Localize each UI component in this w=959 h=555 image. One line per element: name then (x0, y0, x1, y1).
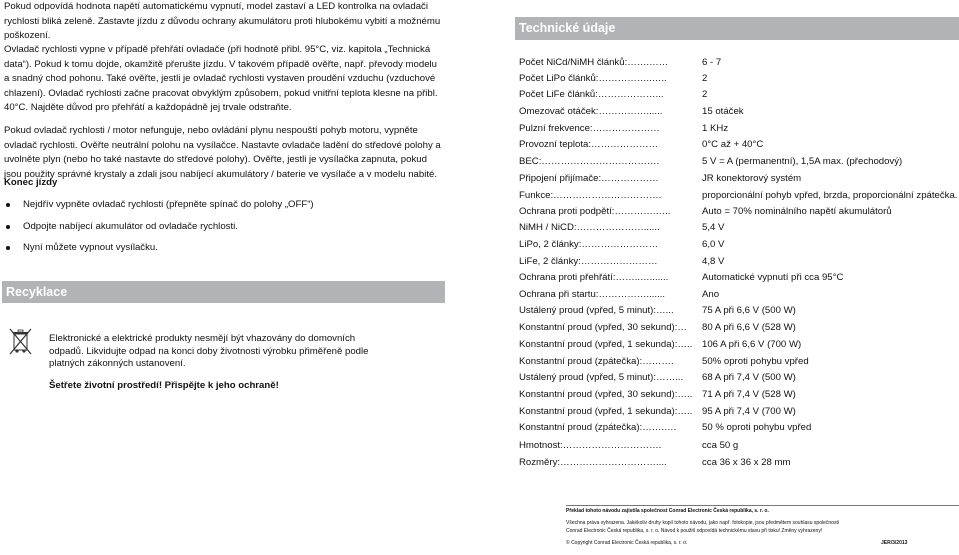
spec-label: Omezovač otáček:……………...... (519, 106, 663, 117)
spec-row (519, 206, 959, 222)
spec-value: 5 V = A (permanentní), 1,5A max. (přechodový) (702, 156, 903, 167)
bullet-text: Odpojte nabíjecí akumulátor od ovladače rychlosti. (23, 221, 238, 232)
spec-row (519, 406, 959, 422)
footer-tech-note: Conrad Electronic Česká republika, s. r. o. Návod k použití odpovídá technickému stavu při tisku! Změny vyhrazeny! (566, 528, 823, 534)
crossed-out-bin-icon (8, 326, 34, 356)
spec-label: Konstantní proud (vpřed, 1 sekunda):….. (519, 339, 693, 350)
spec-label: Rozměry:………………………….... (519, 457, 667, 468)
spec-label: LiPo, 2 články:…………………… (519, 239, 659, 250)
spec-row (519, 339, 959, 355)
spec-label: Počet NiCd/NiMH článků:…….…… (519, 57, 669, 68)
spec-value: cca 50 g (702, 440, 739, 451)
end-of-drive-heading: Konec jízdy (4, 177, 58, 188)
spec-value: 6 - 7 (702, 57, 722, 68)
spec-label: Konstantní proud (vpřed, 30 sekund):… (519, 322, 687, 333)
spec-row (519, 57, 959, 73)
footer-translation-note: Překlad tohoto návodu zajistila společnost Conrad Electronic Česká republika, s. r. o. (566, 508, 769, 514)
spec-label: Ochrana proti přehřátí:……..…....... (519, 272, 669, 283)
spec-value: 5,4 V (702, 222, 725, 233)
spec-row (519, 73, 959, 89)
spec-label: Konstantní proud (vpřed, 30 sekund):….. (519, 389, 693, 400)
spec-value: Automatické vypnutí při cca 95°C (702, 272, 844, 283)
bullet-dot-icon (6, 225, 10, 229)
troubleshooting-paragraph: Pokud ovladač rychlosti / motor nefunguje, nebo ovládání plynu nespouští pohyb motoru, vypněte ovladač rychlosti. Ověřte neutrální polohu na vysílačce. Nastavte ovladače ladění do středové polohy a uvolněte plyn (nebo ho také nastavte do středové polohy). Ověřte, jestli je vysílačka zapnuta, pokud jsou použity správné krystaly a zdali jsou nabíjecí akumulátory / baterie ve vysílače a v modelu nabité. (4, 125, 441, 180)
spec-label: Ochrana při startu:……………....... (519, 289, 666, 300)
spec-value: 2 (702, 73, 708, 84)
spec-row (519, 256, 959, 272)
bullet-dot-icon (6, 246, 10, 250)
recycling-slogan: Šetřete životní prostředí! Přispějte k jeho ochraně! (49, 380, 279, 391)
spec-row (519, 190, 959, 206)
spec-row (519, 272, 959, 288)
spec-value: 71 A při 7,4 V (528 W) (702, 389, 796, 400)
spec-value: 68 A při 7,4 V (500 W) (702, 372, 796, 383)
spec-label: Ustálený proud (vpřed, 5 minut):…... (519, 305, 674, 316)
spec-label: Konstantní proud (zpátečka):…….…. (519, 422, 677, 433)
spec-label: Ochrana proti podpětí:………….….. (519, 206, 671, 217)
spec-row (519, 305, 959, 321)
spec-row (519, 156, 959, 172)
spec-row (519, 356, 959, 372)
translation-footer (566, 505, 959, 552)
spec-row (519, 440, 959, 456)
spec-value: 6,0 V (702, 239, 725, 250)
spec-value: JR konektorový systém (702, 173, 802, 184)
recycling-heading: Recyklace (2, 281, 445, 303)
spec-label: Hmotnost:…………………………. (519, 440, 662, 451)
spec-value: 95 A při 7,4 V (700 W) (702, 406, 796, 417)
spec-value: 80 A při 6,6 V (528 W) (702, 322, 796, 333)
spec-value: 0°C až + 40°C (702, 139, 764, 150)
spec-value: 15 otáček (702, 106, 744, 117)
spec-label: Konstantní proud (zpátečka):………. (519, 356, 674, 367)
spec-label: Ustálený proud (vpřed, 5 minut):……... (519, 372, 684, 383)
spec-value: 50% oproti pohybu vpřed (702, 356, 809, 367)
recycling-text: Elektronické a elektrické produkty nesmějí být vhazovány do domovních odpadů. Likvidujte odpad na konci doby životnosti výrobku přiměřeně podle platných zákonných ustanovení. (49, 333, 369, 369)
footer-doc-code: JER/3/2013 (881, 540, 908, 546)
bullet-dot-icon (6, 203, 10, 207)
spec-value: 1 KHz (702, 123, 729, 134)
spec-value: Auto = 70% nominálního napětí akumulátorů (702, 206, 892, 217)
spec-label: Provozní teplota:………………… (519, 139, 659, 150)
spec-label: Funkce:……………………………. (519, 190, 662, 201)
bullet-text: Nejdřív vypněte ovladač rychlosti (přepněte spínač do polohy „OFF“) (23, 199, 314, 210)
spec-value: Ano (702, 289, 720, 300)
overheat-paragraph: Ovladač rychlosti vypne v případě přehřátí ovladače (při hodnotě přibl. 95°C, viz. kapitola „Technická data“). Pokud k tomu dojde, okamžitě přerušte jízdu. V takovém případě ověřte, např. převody modelu a snadný chod pohonu. Také ověřte, jestli je ovladač rychlosti vystaven proudění vzduchu (vzduchové chlazení). Ovladač rychlosti začne pracovat obvyklým způsobem, pokud vnitřní teplota klesne na přibl. 40°C. Najděte důvod pro přehřátí a každopádně jej trvale odstraňte. (4, 44, 438, 114)
spec-row (519, 89, 959, 105)
spec-label: Počet LiPo článků:……………..….. (519, 73, 667, 84)
spec-row (519, 222, 959, 238)
bullet-text: Nyní můžete vypnout vysílačku. (23, 242, 158, 253)
spec-row (519, 422, 959, 438)
spec-label: Pulzní frekvence:………………… (519, 123, 660, 134)
spec-row (519, 372, 959, 388)
spec-row (519, 239, 959, 255)
spec-value: proporcionální pohyb vpřed, brzda, proporcionální zpátečka. (702, 190, 958, 201)
spec-value: 4,8 V (702, 256, 725, 267)
spec-value: 50 % oproti pohybu vpřed (702, 422, 812, 433)
spec-label: LiFe, 2 články:…………………… (519, 256, 658, 267)
technical-data-heading: Technické údaje (515, 17, 959, 40)
spec-label: NiMH / NiCD:…………………...... (519, 222, 660, 233)
spec-row (519, 389, 959, 405)
spec-value: 75 A při 6,6 V (500 W) (702, 305, 796, 316)
spec-label: Konstantní proud (vpřed, 1 sekunda):….. (519, 406, 693, 417)
auto-cutoff-paragraph: Pokud odpovídá hodnota napětí automatickému vypnutí, model zastaví a LED kontrolka na ovladači rychlosti bliká zeleně. Zastavte jízdu z důvodu ochrany akumulátoru proti hlubokému vybití a možnému poškození. (4, 1, 441, 42)
spec-value: 2 (702, 89, 708, 100)
spec-row (519, 322, 959, 338)
spec-value: cca 36 x 36 x 28 mm (702, 457, 791, 468)
spec-row (519, 457, 959, 473)
footer-copyright: © Copyright Conrad Electronic Česká republika, s. r. o. (566, 540, 688, 546)
spec-label: Počet LiFe článků:………………... (519, 89, 664, 100)
footer-rights-note: Všechna práva vyhrazena. Jakékoliv druhy kopií tohoto návodu, jako např. fotokopie, jsou předmětem souhlasu společnosti (566, 520, 839, 526)
spec-label: Připojení přijímače:……………… (519, 173, 659, 184)
spec-row (519, 139, 959, 155)
spec-row (519, 123, 959, 139)
spec-label: BEC:………………………………. (519, 156, 660, 167)
spec-row (519, 106, 959, 122)
spec-value: 106 A při 6,6 V (700 W) (702, 339, 802, 350)
spec-row (519, 289, 959, 305)
spec-row (519, 173, 959, 189)
